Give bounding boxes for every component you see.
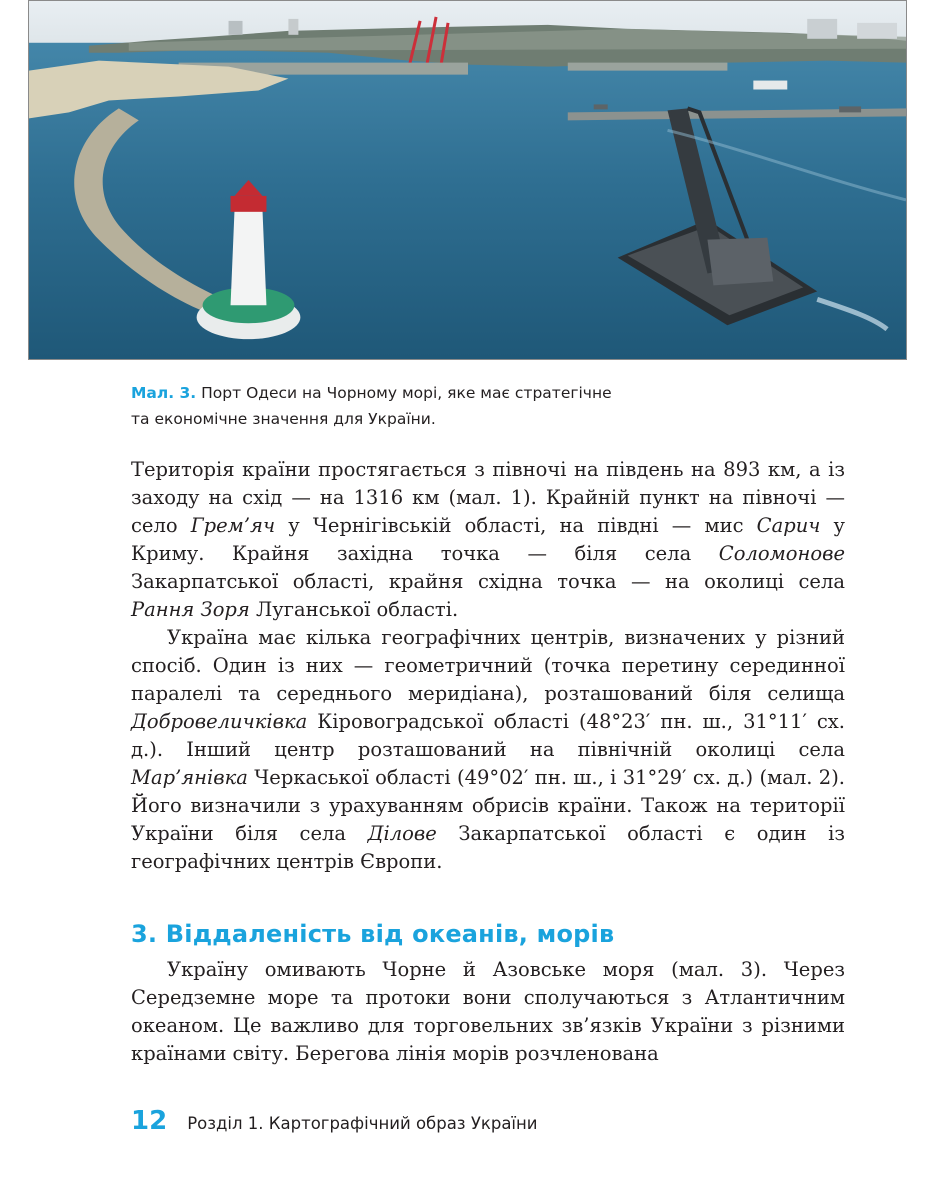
page-footer: [131, 1106, 538, 1136]
caption-label: Мал. 3.: [131, 384, 197, 402]
text-span: Закарпатської області, крайня східна точка — на околиці села: [131, 570, 845, 593]
paragraph-territory: [131, 456, 845, 624]
text-span: Україна має кілька географічних центрів, визначених у різний спосіб. Один із них — геометричний (точка перетину серединної паралелі та середнього меридіана), розташований біля селища: [131, 626, 845, 705]
paragraph-seas: Україну омивають Чорне й Азовське моря (мал. 3). Через Середземне море та протоки вони сполучаються з Атлантичним океаном. Це важливо для торговельних зв’язків України з різними країнами світу. Берегова лінія морів розчленована: [131, 958, 845, 1065]
body-text-block-seas: [131, 956, 845, 1068]
place-name: Соломонове: [718, 542, 845, 565]
text-span: Луганської області.: [249, 598, 459, 621]
place-name: Ділове: [367, 822, 437, 845]
port-photo: [28, 0, 907, 360]
place-name: Сарич: [756, 514, 821, 537]
text-span: Черкаської області (49°02′ пн. ш., і 31°29′ сх. д.) (мал. 2). Його визначили з урахуванням обрисів країни. Також на території України біля села: [131, 766, 845, 845]
text-span: Закарпатської області є один із географічних центрів Європи.: [131, 822, 845, 873]
text-span: Кіровоградської області (48°23′ пн. ш., 31°11′ сх. д.). Інший центр розташований на північній околиці села: [131, 710, 845, 761]
caption-line-2: та економічне значення для України.: [131, 410, 436, 428]
running-footer-title: Розділ 1. Картографічний образ України: [187, 1114, 538, 1133]
text-span: у Чернігівській області, на півдні — мис: [275, 514, 757, 537]
caption-line-1: [131, 380, 751, 406]
page-number: 12: [131, 1106, 168, 1136]
figure-caption: [131, 380, 751, 432]
body-text-block: [131, 456, 845, 876]
place-name: Добровеличківка: [131, 710, 308, 733]
paragraph-centers: [131, 624, 845, 876]
place-name: Мар’янівка: [131, 766, 248, 789]
place-name: Грем’яч: [190, 514, 276, 537]
text-span: Територія країни простягається з півночі на південь на 893 км, а із заходу на схід — на 1316 км (мал. 1). Крайній пункт на півночі — село: [131, 458, 845, 537]
port-illustration: [29, 1, 906, 359]
place-name: Рання Зоря: [131, 598, 250, 621]
section-heading: 3. Віддаленість від океанів, морів: [131, 920, 615, 948]
caption-text-1: Порт Одеси на Чорному морі, яке має стратегічне: [196, 384, 612, 402]
text-span: у Криму. Крайня західна точка — біля села: [131, 514, 846, 565]
